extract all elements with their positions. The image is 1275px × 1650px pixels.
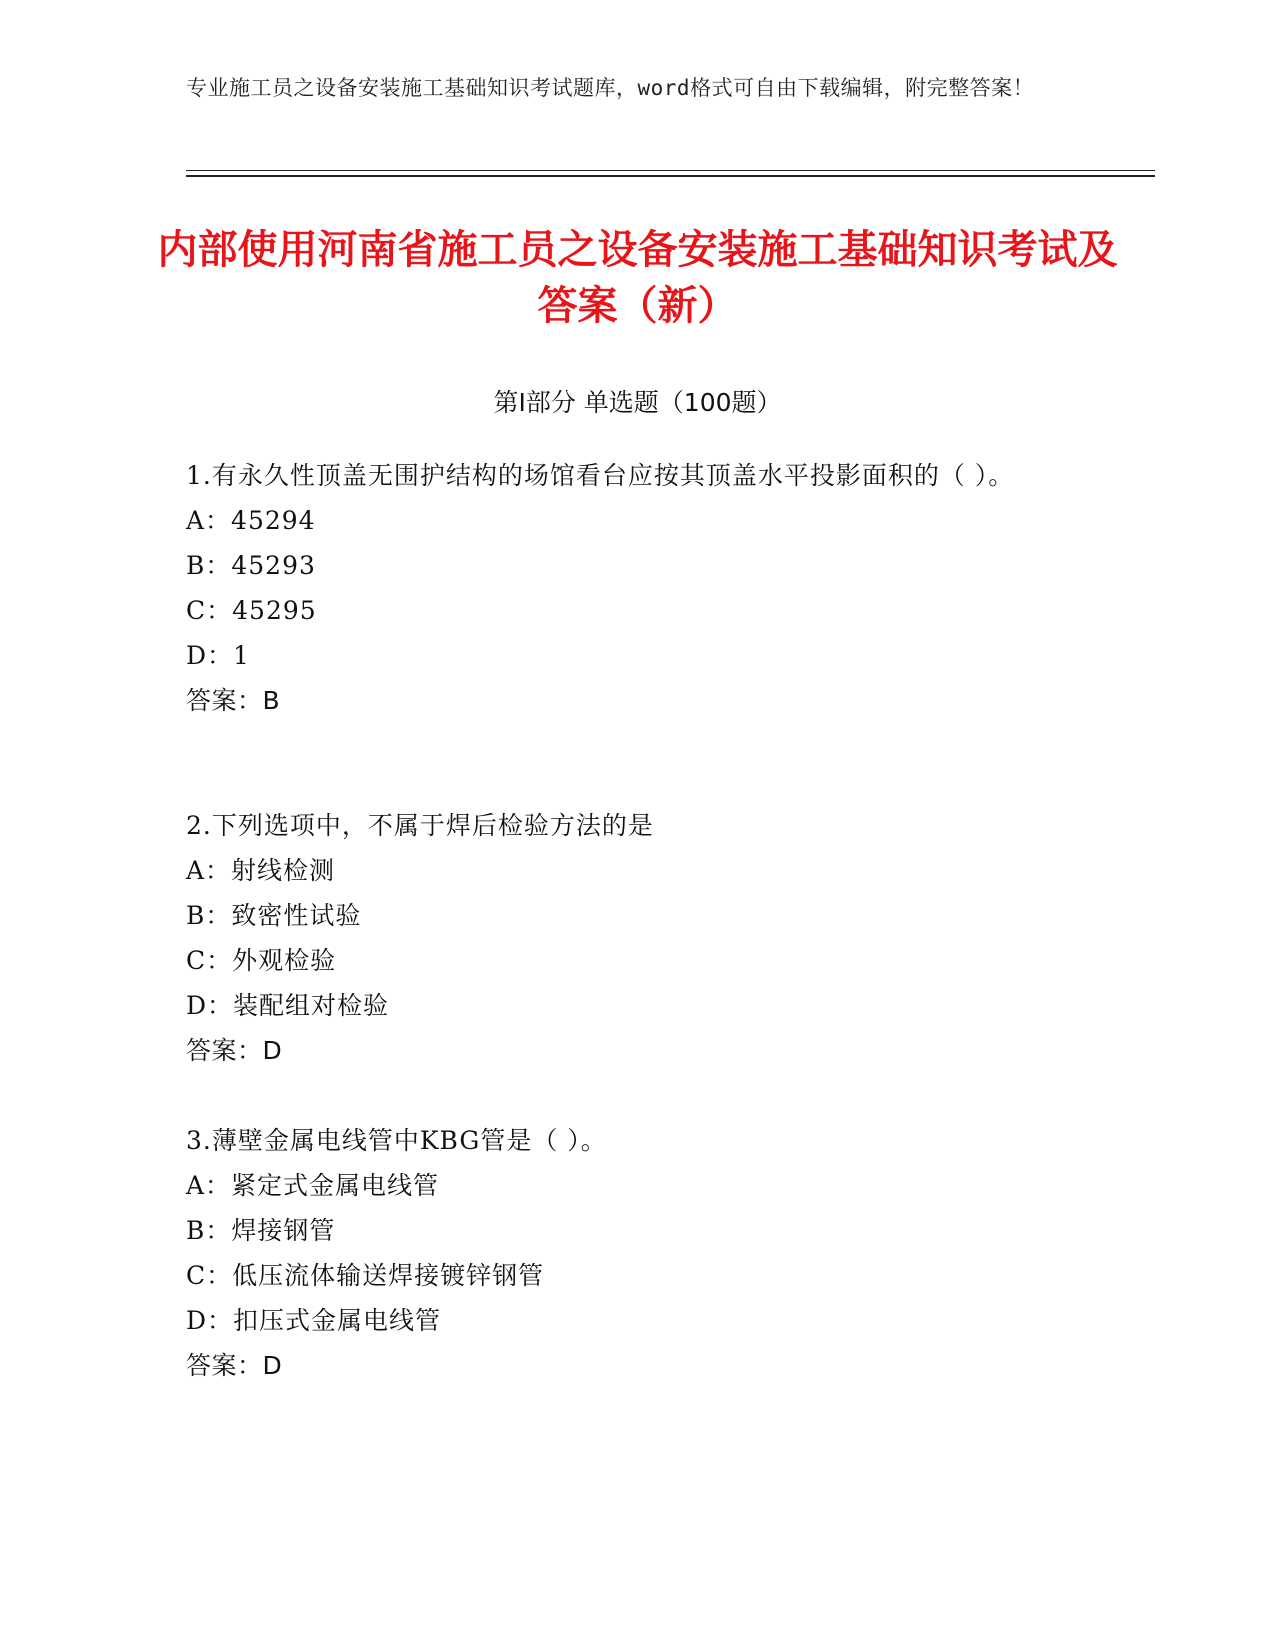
- question-stem: 3.薄壁金属电线管中KBG管是（ ）。: [186, 1126, 607, 1155]
- answer: 答案：D: [186, 1351, 283, 1380]
- question-stem: 2.下列选项中，不属于焊后检验方法的是: [186, 811, 654, 840]
- option-b: B：致密性试验: [186, 901, 362, 930]
- option-b: B：焊接钢管: [186, 1216, 336, 1245]
- header-note: 专业施工员之设备安装施工基础知识考试题库，word格式可自由下载编辑，附完整答案！: [186, 76, 1035, 100]
- header-rule-thick: [186, 175, 1155, 177]
- section-heading: 第Ⅰ部分 单选题（100题）: [493, 388, 782, 417]
- option-d: D：装配组对检验: [186, 991, 390, 1020]
- question-stem: 1.有永久性顶盖无围护结构的场馆看台应按其顶盖水平投影面积的（ ）。: [186, 461, 1015, 490]
- answer: 答案：B: [186, 686, 281, 715]
- option-a: A：紧定式金属电线管: [186, 1171, 440, 1200]
- option-d: D：1: [186, 641, 250, 670]
- option-c: C：45295: [186, 596, 317, 625]
- answer: 答案：D: [186, 1036, 283, 1065]
- header-rule-thin: [186, 170, 1155, 171]
- option-c: C：外观检验: [186, 946, 337, 975]
- document-title: 内部使用河南省施工员之设备安装施工基础知识考试及答案（新）: [157, 227, 1118, 329]
- option-a: A：射线检测: [186, 856, 336, 885]
- option-c: C：低压流体输送焊接镀锌钢管: [186, 1261, 545, 1290]
- question-1: [186, 453, 1066, 723]
- option-b: B：45293: [186, 551, 316, 580]
- question-3: [186, 1118, 1066, 1388]
- question-2: [186, 803, 1066, 1073]
- option-a: A：45294: [186, 506, 316, 535]
- option-d: D：扣压式金属电线管: [186, 1306, 442, 1335]
